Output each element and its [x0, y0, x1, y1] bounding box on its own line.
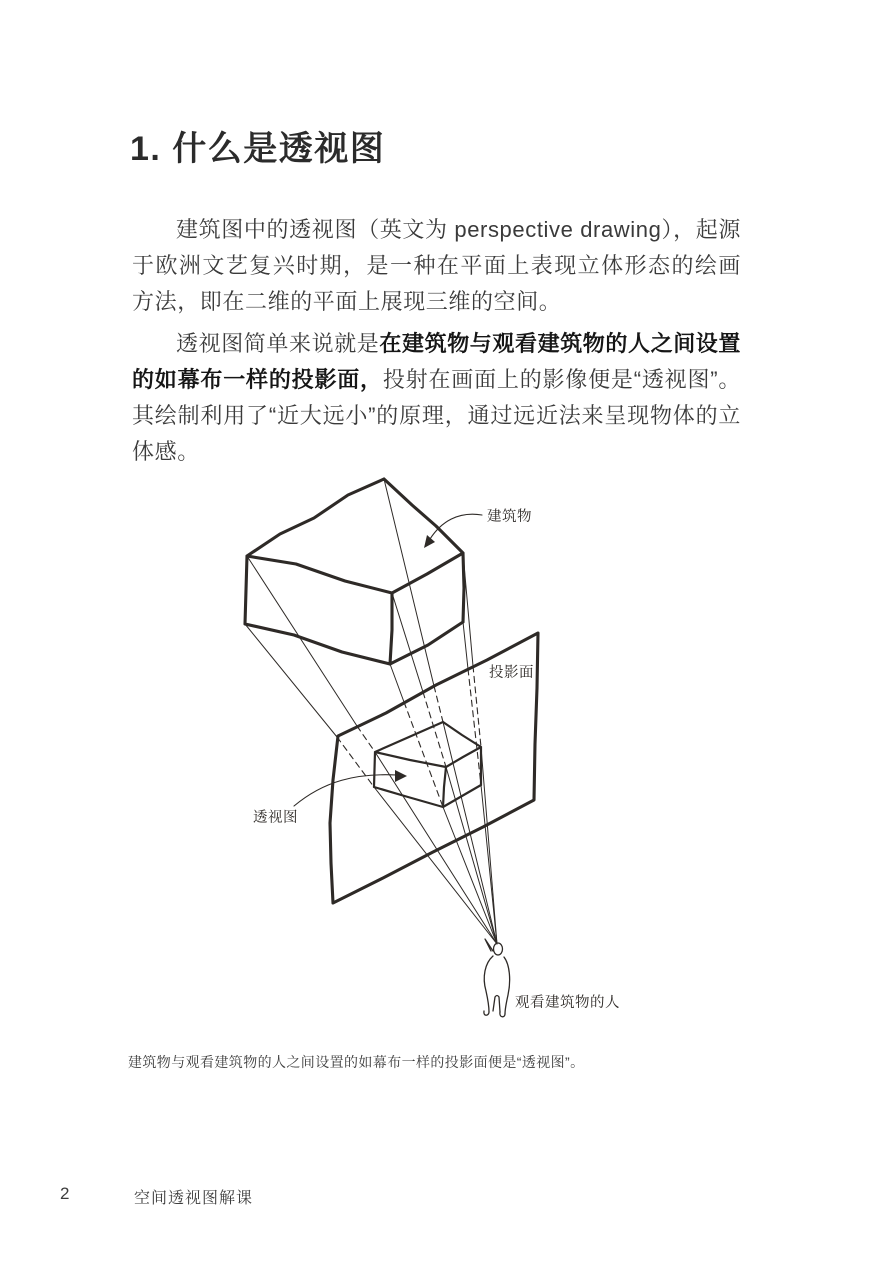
page-number: 2: [60, 1184, 70, 1203]
perspective-label: 透视图: [253, 810, 298, 826]
viewer-figure: [484, 939, 510, 1017]
chapter-title: 1. 什么是透视图: [130, 130, 386, 168]
building-label: 建筑物: [487, 509, 532, 525]
perspective-cube: [374, 722, 481, 807]
building-cube: [245, 479, 464, 664]
building-arrowhead-icon: [424, 535, 435, 548]
paragraph-2-bold: 在建筑物与观看建筑物的人之间设置的如幕布一样的投影面，: [132, 331, 742, 392]
paragraph-2-lead: 透视图简单来说就是: [176, 331, 380, 356]
plane-label: 投影面: [489, 665, 534, 681]
perspective-arrowhead-icon: [395, 770, 407, 782]
perspective-diagram: [0, 440, 874, 1040]
viewer-label: 观看建筑物的人: [515, 995, 620, 1011]
building-label-group: [424, 507, 532, 548]
book-title: 空间透视图解课: [134, 1190, 254, 1207]
paragraph-1: 建筑图中的透视图（英文为 perspective drawing），起源于欧洲文艺复兴时期，是一种在平面上表现立体形态的绘画方法，即在二维的平面上展现三维的空间。: [132, 217, 741, 314]
paragraph-2-rest: 投射在画面上的影像便是“透视图”。其绘制利用了“近大远小”的原理，通过远近法来呈现物体的立体感。: [132, 367, 741, 464]
intro-text: [132, 212, 741, 476]
figure-caption: 建筑物与观看建筑物的人之间设置的如幕布一样的投影面便是“透视图”。: [128, 1054, 585, 1070]
